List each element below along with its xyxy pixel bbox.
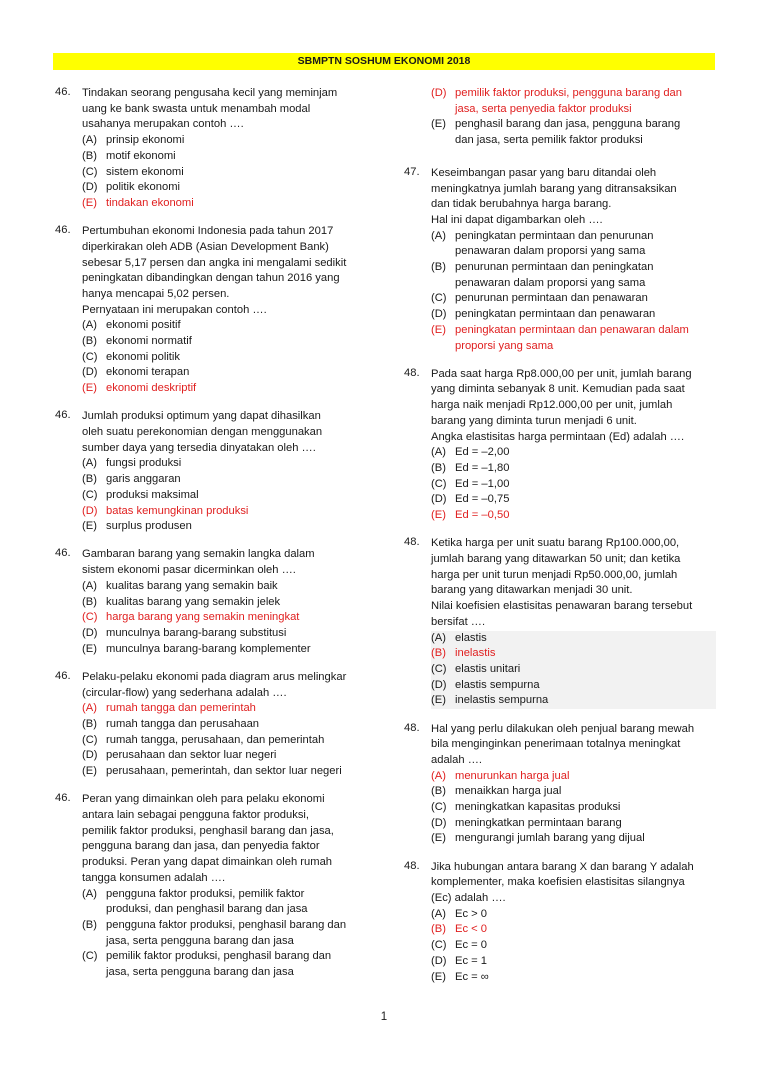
option-line (82, 918, 377, 934)
question-stem-line: Peran yang dimainkan oleh para pelaku ekonomi (82, 793, 325, 806)
option-text: peningkatan permintaan dan penawaran (455, 308, 656, 321)
option-text: ekonomi terapan (106, 366, 190, 379)
answer-option (82, 456, 377, 472)
option-line (431, 86, 716, 102)
option-line (431, 646, 716, 662)
option-text: fungsi produksi (106, 457, 182, 470)
question-stem-line: pengguna barang dan jasa, dan penyedia faktor (82, 840, 320, 853)
answer-option (431, 938, 716, 954)
option-line (82, 764, 377, 780)
option-label: (A) (82, 702, 97, 715)
answer-option (431, 693, 716, 709)
left-column (55, 86, 377, 993)
option-text: rumah tangga, perusahaan, dan pemerintah (106, 733, 325, 746)
answer-option (82, 733, 377, 749)
option-line (82, 579, 377, 595)
option-label: (C) (431, 939, 447, 952)
option-line (82, 887, 377, 903)
option-text: politik ekonomi (106, 181, 180, 194)
answer-option (431, 631, 716, 647)
option-label: (E) (82, 196, 97, 209)
question-stem-line: barang yang diminta turun menjadi 6 unit. (431, 414, 637, 427)
option-line (431, 445, 716, 461)
question-stem-line: Jika hubungan antara barang X dan barang Y adalah (431, 860, 694, 873)
option-label: (D) (431, 87, 447, 99)
question-stem-line: hanya mencapai 5,02 persen. (82, 287, 230, 300)
question-number: 46. (55, 224, 71, 237)
answer-option (82, 334, 377, 350)
question-stem-line: barang yang ditawarkan menjadi 30 unit. (431, 584, 633, 597)
question-stem-line: pemilik faktor produksi, penghasil barang dan jasa, (82, 824, 334, 837)
option-text: kualitas barang yang semakin jelek (106, 595, 281, 608)
option-line (431, 662, 716, 678)
option-line (431, 117, 716, 133)
answer-option (431, 831, 716, 847)
question-stem-line: Hal yang perlu dilakukan oleh penjual barang mewah (431, 722, 695, 735)
option-line (431, 938, 716, 954)
answer-option (431, 229, 716, 260)
answer-option (82, 180, 377, 196)
option-line (431, 816, 716, 832)
option-line (82, 149, 377, 165)
question-number: 48. (404, 366, 420, 379)
option-text: Ec = 1 (455, 954, 488, 967)
question-stem-line: harga naik menjadi Rp12.000,00 per unit, jumlah (431, 399, 673, 412)
option-text: ekonomi politik (106, 350, 180, 363)
option-label: (B) (82, 149, 97, 162)
answer-option (82, 918, 377, 949)
answer-option (431, 954, 716, 970)
option-text: tindakan ekonomi (106, 196, 194, 209)
exam-header: SBMPTN SOSHUM EKONOMI 2018 (53, 53, 715, 70)
option-line (431, 291, 716, 307)
option-line (431, 492, 716, 508)
answer-option (82, 764, 377, 780)
option-line (82, 748, 377, 764)
option-line (431, 970, 716, 986)
option-label: (A) (431, 446, 446, 459)
option-text: Ed = –2,00 (455, 446, 510, 459)
answer-option (431, 291, 716, 307)
question-stem-line: (circular-flow) yang sederhana adalah …. (82, 686, 287, 699)
question-stem-line: Gambaran barang yang semakin langka dalam (82, 548, 315, 561)
answer-option (82, 626, 377, 642)
question-stem-line: Jumlah produksi optimum yang dapat dihasilkan (82, 410, 321, 423)
option-text: Ed = –1,80 (455, 461, 510, 474)
option-line (82, 456, 377, 472)
answer-option (82, 504, 377, 520)
answer-option (82, 748, 377, 764)
option-text: surplus produsen (106, 520, 192, 533)
option-line (82, 519, 377, 535)
question-item (55, 547, 377, 657)
option-label: (B) (431, 785, 446, 798)
option-line (82, 196, 377, 212)
question-item (404, 166, 716, 354)
option-line (82, 350, 377, 366)
answer-option (82, 318, 377, 334)
option-text: perusahaan dan sektor luar negeri (106, 749, 277, 762)
option-label: (D) (431, 954, 447, 967)
option-label: (A) (82, 887, 97, 900)
option-continuation: jasa, serta pengguna barang dan jasa (106, 966, 294, 979)
option-label: (C) (82, 350, 98, 363)
question-stem-line: dan tidak berubahnya harga barang. (431, 198, 612, 211)
option-label: (E) (431, 832, 446, 845)
option-line (82, 488, 377, 504)
right-column (404, 86, 716, 998)
option-line (431, 307, 716, 323)
question-stem-line: bersifat …. (431, 615, 486, 628)
option-label: (A) (82, 579, 97, 592)
option-label: (A) (431, 907, 446, 920)
option-text: motif ekonomi (106, 149, 176, 162)
question-number: 46. (55, 409, 71, 422)
option-text: prinsip ekonomi (106, 134, 185, 147)
question-stem-line: usahanya merupakan contoh …. (82, 118, 244, 131)
question-stem-line: uang ke bank swasta untuk menambah modal (82, 102, 311, 115)
question-stem-line: (Ec) adalah …. (431, 892, 506, 905)
option-label: (E) (431, 970, 446, 983)
option-line (431, 954, 716, 970)
option-line (82, 733, 377, 749)
option-continuation: proporsi yang sama (455, 339, 554, 352)
option-label: (C) (82, 165, 98, 178)
question-stem-line: Angka elastisitas harga permintaan (Ed) adalah …. (431, 430, 685, 443)
option-text: garis anggaran (106, 473, 181, 486)
option-line (431, 229, 716, 245)
option-label: (D) (82, 504, 98, 517)
option-label: (E) (82, 382, 97, 395)
option-label: (B) (82, 473, 97, 486)
option-label: (D) (82, 749, 98, 762)
option-label: (B) (431, 923, 446, 936)
answer-option (82, 381, 377, 397)
option-text: inelastis (455, 647, 496, 660)
question-stem-line: sumber daya yang tersedia dinyatakan oleh …. (82, 441, 316, 454)
option-line (431, 831, 716, 847)
answer-option (431, 769, 716, 785)
option-text: elastis sempurna (455, 678, 540, 691)
question-stem-line: meningkatnya jumlah barang yang ditransaksikan (431, 182, 677, 195)
option-text: penurunan permintaan dan peningkatan (455, 261, 654, 274)
page-number: 1 (380, 1011, 388, 1023)
question-number: 46. (55, 669, 71, 682)
option-text: Ec = 0 (455, 939, 488, 952)
option-text: perusahaan, pemerintah, dan sektor luar negeri (106, 765, 342, 778)
question-stem-line: komplementer, maka koefisien elastisitas silangnya (431, 876, 685, 889)
question-item (55, 224, 377, 397)
option-continuation: dan jasa, serta pemilik faktor produksi (455, 134, 643, 147)
question-item (55, 86, 377, 212)
option-line (82, 334, 377, 350)
question-stem-line: harga per unit turun menjadi Rp50.000,00, jumlah (431, 568, 678, 581)
question-stem-line: Pernyataan ini merupakan contoh …. (82, 303, 267, 316)
option-text: menurunkan harga jual (455, 769, 570, 782)
answer-option (82, 472, 377, 488)
option-line (431, 678, 716, 694)
option-line (82, 717, 377, 733)
answer-option (82, 887, 377, 918)
answer-option (82, 165, 377, 181)
option-line (82, 472, 377, 488)
option-label: (A) (82, 457, 97, 470)
question-number: 48. (404, 859, 420, 872)
option-line (431, 631, 716, 647)
answer-option (431, 492, 716, 508)
option-continuation: penawaran dalam proporsi yang sama (455, 245, 646, 258)
option-text: mengurangi jumlah barang yang dijual (455, 832, 645, 845)
option-label: (A) (431, 769, 446, 782)
question-stem-line: Pada saat harga Rp8.000,00 per unit, jumlah barang (431, 367, 692, 380)
option-text: Ed = –1,00 (455, 477, 510, 490)
option-text: Ec < 0 (455, 923, 488, 936)
answer-option (431, 117, 716, 148)
question-stem-line: oleh suatu perekonomian dengan menggunakan (82, 426, 323, 439)
answer-option (431, 970, 716, 986)
option-line (431, 800, 716, 816)
option-line (431, 769, 716, 785)
option-label: (D) (431, 493, 447, 506)
option-label: (E) (82, 642, 97, 655)
option-text: peningkatan permintaan dan penurunan (455, 229, 654, 242)
option-text: Ed = –0,75 (455, 493, 510, 506)
option-continuation: produksi, dan penghasil barang dan jasa (106, 903, 308, 916)
option-label: (C) (82, 950, 98, 963)
answer-option (431, 86, 716, 117)
option-label: (E) (431, 323, 446, 336)
answer-option (82, 595, 377, 611)
option-text: ekonomi deskriptif (106, 382, 197, 395)
question-stem-line: bila menginginkan penerimaan totalnya meningkat (431, 738, 681, 751)
option-line (82, 701, 377, 717)
option-text: inelastis sempurna (455, 694, 549, 707)
option-label: (D) (431, 678, 447, 691)
option-label: (A) (82, 134, 97, 147)
answer-option (82, 949, 377, 980)
answer-option (431, 646, 716, 662)
question-number: 47. (404, 165, 420, 178)
answer-option (431, 323, 716, 354)
option-line (82, 318, 377, 334)
option-text: rumah tangga dan pemerintah (106, 702, 256, 715)
option-label: (C) (82, 488, 98, 501)
option-line (82, 595, 377, 611)
answer-option (431, 461, 716, 477)
question-item (55, 409, 377, 535)
answer-option (431, 307, 716, 323)
option-label: (C) (82, 611, 98, 624)
answer-option (431, 907, 716, 923)
question-stem-line: Hal ini dapat digambarkan oleh …. (431, 213, 603, 226)
option-label: (C) (82, 733, 98, 746)
option-continuation: penawaran dalam proporsi yang sama (455, 276, 646, 289)
option-line (431, 907, 716, 923)
option-line (431, 477, 716, 493)
option-line (82, 642, 377, 658)
option-line (82, 180, 377, 196)
continued-options (404, 86, 716, 149)
option-label: (B) (82, 918, 97, 931)
option-text: pengguna faktor produksi, penghasil barang dan (106, 918, 347, 931)
option-line (431, 784, 716, 800)
option-text: meningkatkan permintaan barang (455, 816, 622, 829)
question-stem-line: sebesar 5,17 persen dan angka ini mengalami sedikit (82, 256, 347, 269)
option-label: (A) (431, 631, 446, 644)
answer-option (82, 701, 377, 717)
option-label: (D) (82, 366, 98, 379)
answer-option (431, 784, 716, 800)
answer-option (431, 922, 716, 938)
option-label: (A) (431, 229, 446, 242)
question-stem-line: Nilai koefisien elastisitas penawaran barang tersebut (431, 600, 693, 613)
question-number: 48. (404, 536, 420, 549)
option-label: (B) (431, 461, 446, 474)
option-text: Ec > 0 (455, 907, 488, 920)
option-label: (C) (431, 801, 447, 814)
option-line (82, 626, 377, 642)
question-number: 46. (55, 547, 71, 560)
option-text: elastis unitari (455, 662, 521, 675)
option-line (82, 133, 377, 149)
answer-option (431, 800, 716, 816)
option-text: ekonomi normatif (106, 335, 192, 348)
option-text: sistem ekonomi (106, 165, 184, 178)
option-text: peningkatan permintaan dan penawaran dalam (455, 323, 689, 336)
question-stem-line: adalah …. (431, 753, 482, 766)
question-stem-line: diperkirakan oleh ADB (Asian Development Bank) (82, 240, 329, 253)
question-item (55, 670, 377, 780)
answer-option (82, 149, 377, 165)
question-item (55, 792, 377, 980)
answer-option (431, 260, 716, 291)
question-item (404, 860, 716, 986)
answer-option (431, 662, 716, 678)
option-label: (A) (82, 319, 97, 332)
option-text: batas kemungkinan produksi (106, 504, 249, 517)
question-item (404, 536, 716, 709)
option-text: harga barang yang semakin meningkat (106, 611, 300, 624)
question-stem-line: jumlah barang yang ditawarkan 50 unit; dan ketika (431, 552, 681, 565)
answer-option (82, 133, 377, 149)
answer-option (82, 196, 377, 212)
option-label: (B) (431, 261, 446, 274)
option-line (82, 165, 377, 181)
question-stem-line: peningkatan dibandingkan dengan tahun 2016 yang (82, 272, 340, 285)
option-continuation: jasa, serta penyedia faktor produksi (455, 102, 632, 115)
option-label: (B) (82, 718, 97, 731)
option-label: (E) (82, 765, 97, 778)
answer-option (82, 365, 377, 381)
option-text: Ec = ∞ (455, 970, 489, 983)
answer-option (431, 816, 716, 832)
option-line (82, 381, 377, 397)
answer-option (82, 488, 377, 504)
question-item (404, 722, 716, 848)
question-item (404, 367, 716, 524)
option-label: (E) (82, 520, 97, 533)
answer-option (431, 508, 716, 524)
option-line (431, 508, 716, 524)
option-text: penurunan permintaan dan penawaran (455, 292, 648, 305)
question-stem-line: produksi. Peran yang dapat dimainkan oleh rumah (82, 856, 333, 869)
option-text: munculnya barang-barang substitusi (106, 627, 287, 639)
question-stem-line: Ketika harga per unit suatu barang Rp100.000,00, (431, 537, 680, 550)
option-line (82, 365, 377, 381)
question-stem-line: Tindakan seorang pengusaha kecil yang meminjam (82, 87, 338, 99)
option-text: produksi maksimal (106, 488, 199, 501)
question-number: 46. (55, 86, 71, 98)
option-text: Ed = –0,50 (455, 509, 510, 522)
option-label: (B) (82, 335, 97, 348)
option-line (431, 260, 716, 276)
option-label: (C) (431, 477, 447, 490)
option-text: pemilik faktor produksi, pengguna barang dan (455, 87, 683, 99)
option-label: (D) (431, 308, 447, 321)
answer-option (82, 610, 377, 626)
question-stem-line: Pertumbuhan ekonomi Indonesia pada tahun 2017 (82, 225, 334, 238)
option-label: (C) (431, 662, 447, 675)
question-stem-line: sistem ekonomi pasar dicerminkan oleh …. (82, 564, 296, 577)
option-text: pemilik faktor produksi, penghasil barang dan (106, 950, 332, 963)
answer-option (82, 519, 377, 535)
answer-option (431, 678, 716, 694)
option-line (431, 323, 716, 339)
option-label: (C) (431, 292, 447, 305)
option-text: meningkatkan kapasitas produksi (455, 801, 621, 814)
answer-option (82, 717, 377, 733)
option-label: (E) (431, 694, 446, 707)
option-text: elastis (455, 631, 487, 644)
answer-option (431, 445, 716, 461)
option-label: (D) (431, 816, 447, 829)
answer-option (82, 350, 377, 366)
answer-option (431, 477, 716, 493)
option-line (82, 949, 377, 965)
question-stem-line: yang diminta sebanyak 8 unit. Kemudian pada saat (431, 383, 685, 396)
answer-option (82, 642, 377, 658)
option-text: munculnya barang-barang komplementer (106, 642, 311, 655)
option-label: (E) (431, 118, 446, 131)
option-label: (B) (431, 647, 446, 660)
option-line (82, 504, 377, 520)
option-continuation: jasa, serta pengguna barang dan jasa (106, 934, 294, 947)
option-text: kualitas barang yang semakin baik (106, 579, 278, 592)
option-line (82, 610, 377, 626)
option-text: pengguna faktor produksi, pemilik faktor (106, 887, 305, 900)
option-line (431, 693, 716, 709)
option-label: (E) (431, 509, 446, 522)
question-stem-line: Pelaku-pelaku ekonomi pada diagram arus melingkar (82, 670, 347, 683)
question-stem-line: Keseimbangan pasar yang baru ditandai oleh (431, 166, 657, 179)
option-text: penghasil barang dan jasa, pengguna barang (455, 118, 681, 131)
option-line (431, 922, 716, 938)
option-label: (D) (82, 627, 98, 639)
option-text: menaikkan harga jual (455, 785, 562, 798)
answer-option (82, 579, 377, 595)
option-label: (D) (82, 181, 98, 194)
option-line (431, 461, 716, 477)
option-text: rumah tangga dan perusahaan (106, 718, 260, 731)
question-stem-line: tangga konsumen adalah …. (82, 871, 226, 884)
option-text: ekonomi positif (106, 319, 181, 332)
question-stem-line: antara lain sebagai pengguna faktor produksi, (82, 809, 310, 822)
question-number: 48. (404, 721, 420, 734)
option-label: (B) (82, 595, 97, 608)
question-number: 46. (55, 792, 71, 805)
